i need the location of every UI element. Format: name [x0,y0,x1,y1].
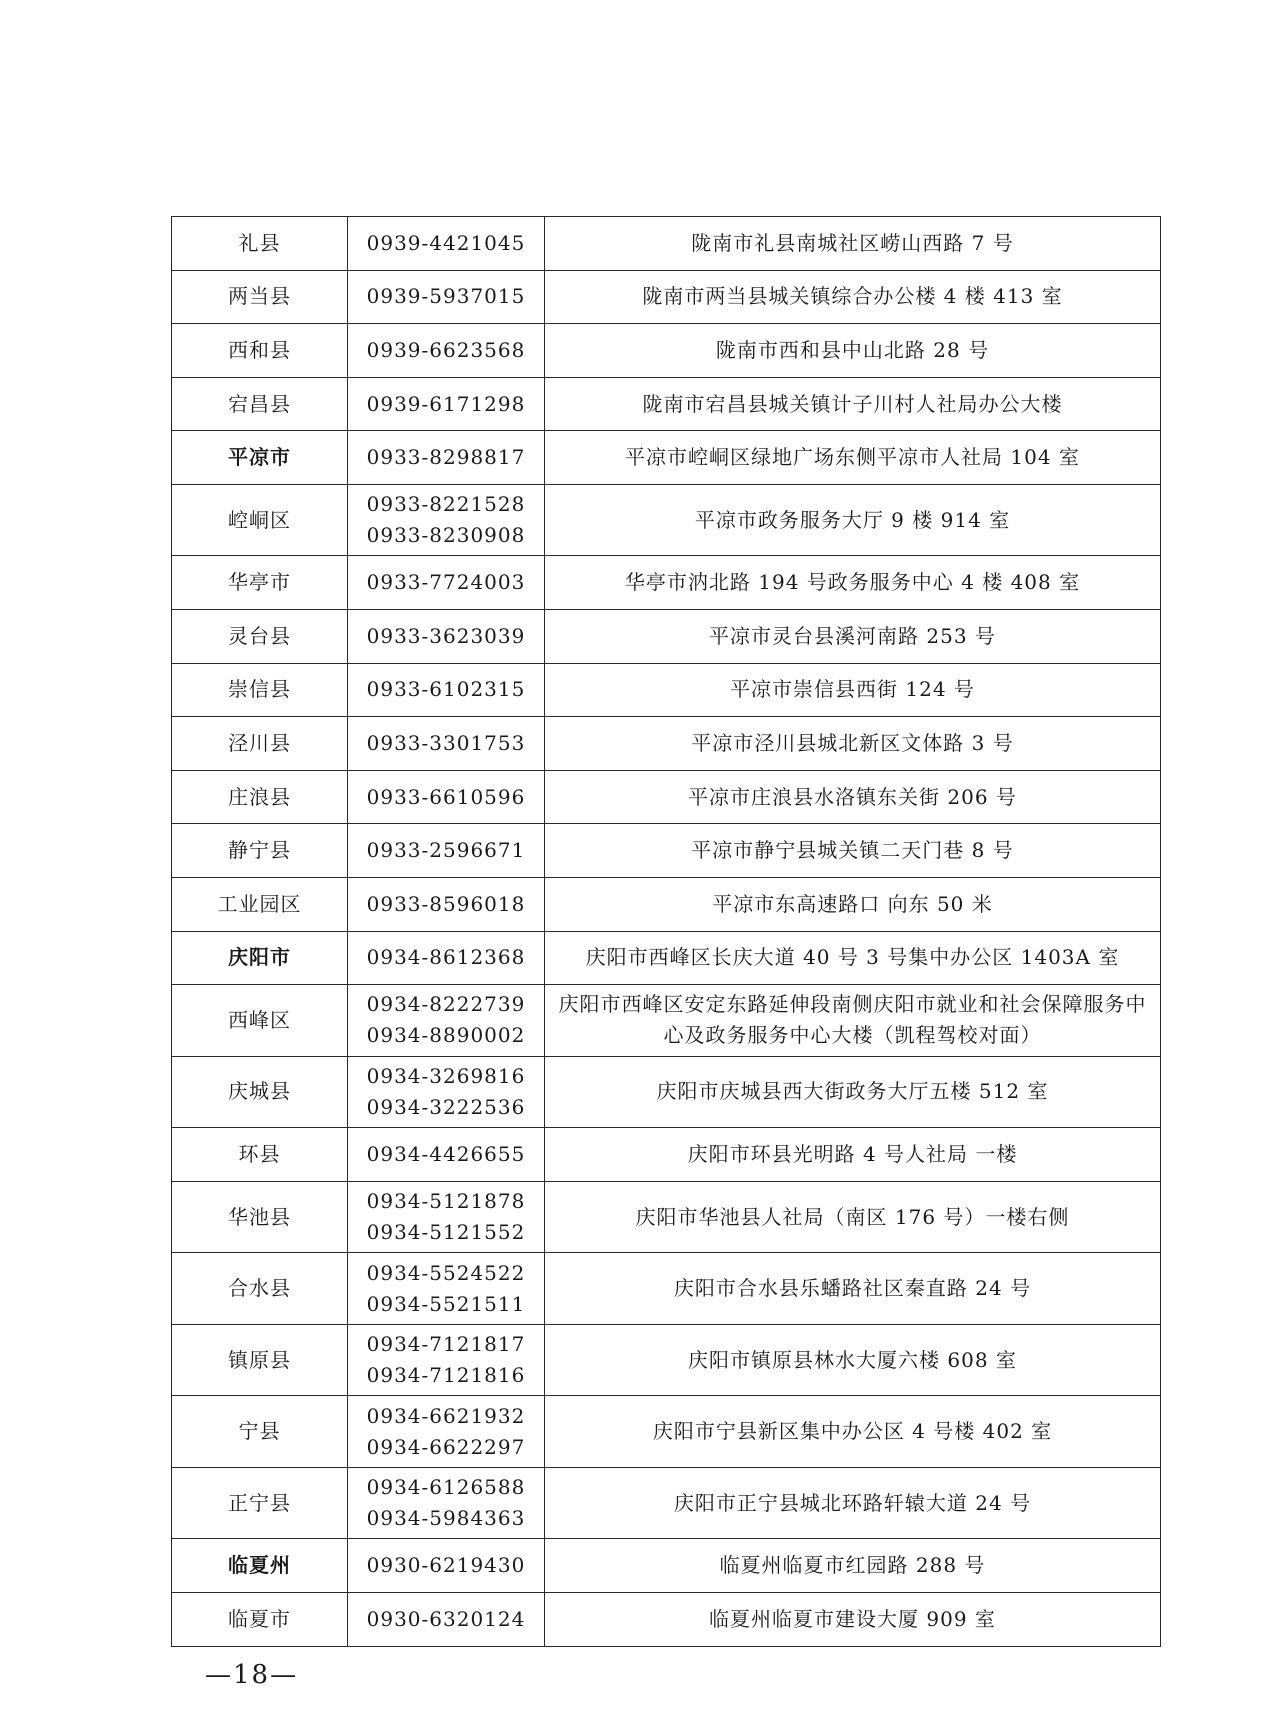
phone-number: 0934-8612368 [366,945,526,970]
address-cell: 陇南市两当县城关镇综合办公楼 4 楼 413 室 [545,270,1161,324]
address-cell: 陇南市西和县中山北路 28 号 [545,324,1161,378]
phone-number: 0934-6621932 [366,1403,526,1428]
address-cell: 临夏州临夏市建设大厦 909 室 [545,1592,1161,1646]
phone-number: 0934-7121817 [366,1332,526,1357]
phone-number: 0934-6126588 [366,1475,526,1500]
region-cell: 临夏市 [172,1592,348,1646]
phone-number: 0933-8221528 [366,492,526,517]
table-row [172,377,1161,431]
table-row [172,556,1161,610]
region-cell: 两当县 [172,270,348,324]
phone-number: 0939-6171298 [366,391,526,416]
page-number: —18— [205,1660,299,1690]
table-row [172,431,1161,485]
address-cell: 庆阳市西峰区安定东路延伸段南侧庆阳市就业和社会保障服务中心及政务服务中心大楼（凯程驾校对面） [545,985,1161,1057]
address-cell: 庆阳市华池县人社局（南区 176 号）一楼右侧 [545,1181,1161,1253]
phone-number: 0933-6610596 [366,784,526,809]
table-row [172,931,1161,985]
region-cell: 宁县 [172,1396,348,1468]
phone-cell [348,1181,545,1253]
region-cell: 静宁县 [172,824,348,878]
region-cell: 华池县 [172,1181,348,1253]
region-cell: 西和县 [172,324,348,378]
table-row [172,1324,1161,1396]
phone-cell [348,1056,545,1128]
phone-number: 0934-8890002 [366,1023,526,1048]
phone-number: 0939-5937015 [366,284,526,309]
address-cell: 平凉市崇信县西街 124 号 [545,663,1161,717]
address-cell: 庆阳市合水县乐蟠路社区秦直路 24 号 [545,1253,1161,1325]
address-cell: 平凉市庄浪县水洛镇东关街 206 号 [545,770,1161,824]
table-row [172,1128,1161,1182]
region-cell: 庄浪县 [172,770,348,824]
table-row [172,1539,1161,1593]
region-cell: 正宁县 [172,1467,348,1539]
phone-number: 0933-8298817 [366,445,526,470]
phone-cell [348,324,545,378]
address-cell: 平凉市灵台县溪河南路 253 号 [545,610,1161,664]
phone-number: 0933-3301753 [366,731,526,756]
table-row [172,484,1161,556]
address-cell: 平凉市泾川县城北新区文体路 3 号 [545,717,1161,771]
table-row [172,717,1161,771]
address-cell: 庆阳市镇原县林水大厦六楼 608 室 [545,1324,1161,1396]
phone-cell [348,610,545,664]
address-cell: 庆阳市庆城县西大街政务大厅五楼 512 室 [545,1056,1161,1128]
phone-cell [348,431,545,485]
phone-cell [348,377,545,431]
phone-number: 0934-5121552 [366,1220,526,1245]
region-cell: 镇原县 [172,1324,348,1396]
table-row [172,1396,1161,1468]
region-cell: 工业园区 [172,878,348,932]
phone-cell [348,717,545,771]
address-cell: 庆阳市西峰区长庆大道 40 号 3 号集中办公区 1403A 室 [545,931,1161,985]
phone-number: 0934-5121878 [366,1189,526,1214]
phone-number: 0933-7724003 [366,570,526,595]
phone-cell [348,663,545,717]
address-cell: 平凉市崆峒区绿地广场东侧平凉市人社局 104 室 [545,431,1161,485]
region-cell: 灵台县 [172,610,348,664]
region-cell: 庆城县 [172,1056,348,1128]
address-cell: 平凉市政务服务大厅 9 楼 914 室 [545,484,1161,556]
table-row [172,270,1161,324]
region-cell: 庆阳市 [172,931,348,985]
phone-number: 0933-6102315 [366,677,526,702]
phone-number: 0934-4426655 [366,1142,526,1167]
region-cell: 临夏州 [172,1539,348,1593]
address-cell: 陇南市宕昌县城关镇计子川村人社局办公大楼 [545,377,1161,431]
phone-cell [348,217,545,271]
table-row [172,324,1161,378]
phone-number: 0930-6320124 [366,1606,526,1631]
table-row [172,1467,1161,1539]
table-row [172,1253,1161,1325]
phone-cell [348,931,545,985]
phone-cell [348,985,545,1057]
phone-cell [348,270,545,324]
region-cell: 礼县 [172,217,348,271]
table-row [172,610,1161,664]
address-cell: 临夏州临夏市红园路 288 号 [545,1539,1161,1593]
phone-cell [348,1128,545,1182]
table-row [172,985,1161,1057]
contact-table [171,216,1161,1647]
phone-number: 0934-3269816 [366,1063,526,1088]
phone-number: 0934-7121816 [366,1363,526,1388]
region-cell: 泾川县 [172,717,348,771]
phone-number: 0933-3623039 [366,623,526,648]
phone-number: 0934-5984363 [366,1506,526,1531]
region-cell: 宕昌县 [172,377,348,431]
region-cell: 华亭市 [172,556,348,610]
address-cell: 华亭市汭北路 194 号政务服务中心 4 楼 408 室 [545,556,1161,610]
table-row [172,1592,1161,1646]
phone-number: 0934-6622297 [366,1434,526,1459]
phone-number: 0934-3222536 [366,1094,526,1119]
contact-table-body [172,217,1161,1647]
phone-number: 0930-6219430 [366,1553,526,1578]
phone-cell [348,770,545,824]
address-cell: 庆阳市宁县新区集中办公区 4 号楼 402 室 [545,1396,1161,1468]
address-cell: 庆阳市正宁县城北环路轩辕大道 24 号 [545,1467,1161,1539]
table-row [172,1181,1161,1253]
phone-number: 0934-8222739 [366,992,526,1017]
table-row [172,1056,1161,1128]
address-cell: 平凉市东高速路口 向东 50 米 [545,878,1161,932]
table-row [172,824,1161,878]
phone-cell [348,1396,545,1468]
address-cell: 庆阳市环县光明路 4 号人社局 一楼 [545,1128,1161,1182]
phone-number: 0933-8230908 [366,523,526,548]
address-cell: 陇南市礼县南城社区崂山西路 7 号 [545,217,1161,271]
phone-cell [348,878,545,932]
table-row [172,663,1161,717]
phone-number: 0939-4421045 [366,230,526,255]
region-cell: 崆峒区 [172,484,348,556]
phone-cell [348,1253,545,1325]
phone-cell [348,1539,545,1593]
phone-number: 0934-5521511 [366,1291,526,1316]
phone-number: 0933-2596671 [366,838,526,863]
phone-cell [348,484,545,556]
phone-cell [348,1592,545,1646]
address-cell: 平凉市静宁县城关镇二天门巷 8 号 [545,824,1161,878]
phone-cell [348,1324,545,1396]
phone-number: 0933-8596018 [366,891,526,916]
region-cell: 崇信县 [172,663,348,717]
region-cell: 平凉市 [172,431,348,485]
region-cell: 西峰区 [172,985,348,1057]
phone-number: 0934-5524522 [366,1260,526,1285]
table-row [172,878,1161,932]
phone-cell [348,1467,545,1539]
table-row [172,770,1161,824]
region-cell: 环县 [172,1128,348,1182]
phone-number: 0939-6623568 [366,337,526,362]
region-cell: 合水县 [172,1253,348,1325]
phone-cell [348,556,545,610]
phone-cell [348,824,545,878]
table-row [172,217,1161,271]
